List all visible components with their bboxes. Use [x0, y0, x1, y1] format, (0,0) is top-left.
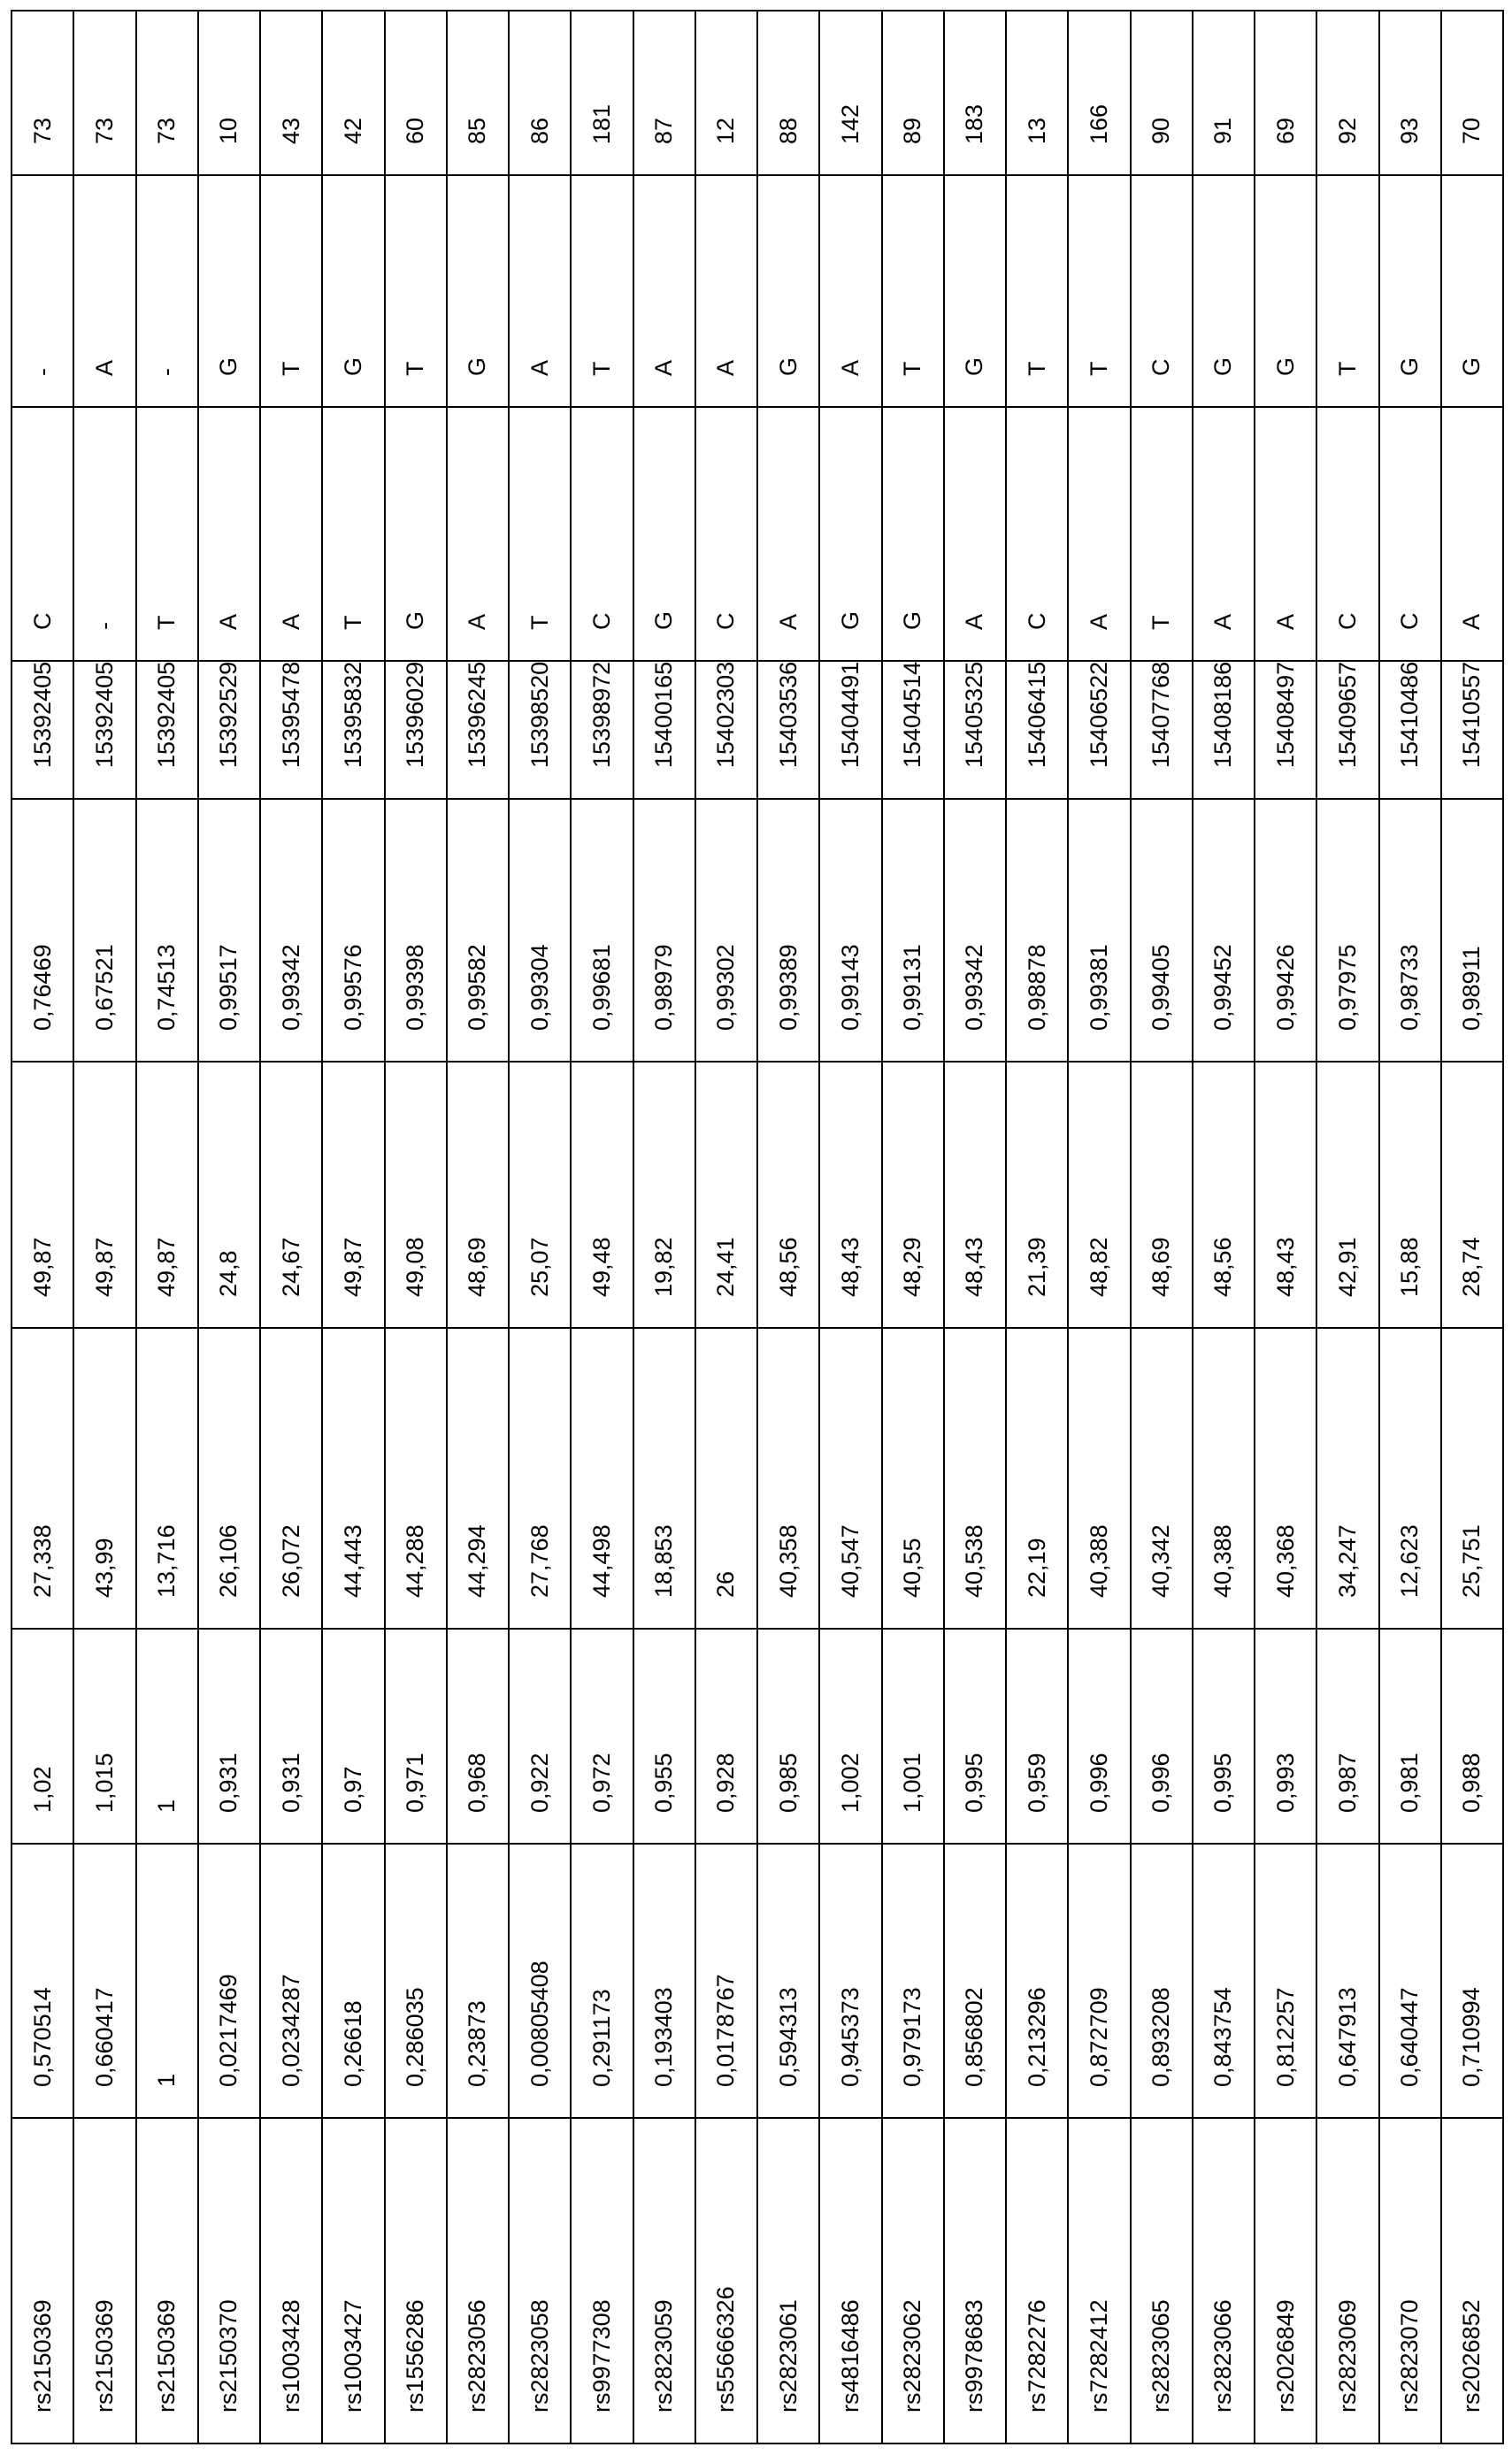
value-5-cell: 0,67521 [73, 799, 135, 1062]
allele-2-cell: T [1068, 175, 1130, 407]
allele-2-cell: T [260, 175, 322, 407]
value-3-cell: 40,547 [819, 1328, 881, 1629]
value-2-cell: 0,971 [385, 1629, 447, 1844]
table-row [819, 11, 881, 2443]
table-row [695, 11, 757, 2443]
count-cell: 89 [882, 11, 944, 175]
allele-1-cell: A [447, 407, 509, 661]
snp-id-cell: rs55666326 [695, 2118, 757, 2443]
count-cell: 13 [1006, 11, 1068, 175]
allele-2-cell: G [1193, 175, 1255, 407]
value-3-cell: 40,55 [882, 1328, 944, 1629]
allele-1-cell: A [944, 407, 1006, 661]
table-row [447, 11, 509, 2443]
snp-id-cell: rs2823056 [447, 2118, 509, 2443]
value-3-cell: 12,623 [1379, 1328, 1441, 1629]
count-cell: 183 [944, 11, 1006, 175]
value-5-cell: 0,99582 [447, 799, 509, 1062]
value-2-cell: 0,959 [1006, 1629, 1068, 1844]
value-4-cell: 24,67 [260, 1062, 322, 1328]
value-5-cell: 0,98911 [1441, 799, 1503, 1062]
allele-1-cell: C [571, 407, 633, 661]
value-1-cell: 0,856802 [944, 1844, 1006, 2118]
table-row [1131, 11, 1193, 2443]
position-cell: 15406522 [1068, 661, 1130, 799]
snp-id-cell: rs2823062 [882, 2118, 944, 2443]
value-5-cell: 0,99143 [819, 799, 881, 1062]
allele-1-cell: A [757, 407, 819, 661]
allele-1-cell: A [1441, 407, 1503, 661]
value-1-cell: 0,193403 [633, 1844, 695, 2118]
value-5-cell: 0,76469 [12, 799, 73, 1062]
value-1-cell: 0,647913 [1316, 1844, 1378, 2118]
allele-1-cell: G [633, 407, 695, 661]
count-cell: 90 [1131, 11, 1193, 175]
value-4-cell: 49,87 [73, 1062, 135, 1328]
value-1-cell: 0,710994 [1441, 1844, 1503, 2118]
count-cell: 10 [198, 11, 260, 175]
snp-id-cell: rs4816486 [819, 2118, 881, 2443]
value-1-cell: 0,872709 [1068, 1844, 1130, 2118]
allele-2-cell: T [1316, 175, 1378, 407]
table-row [1379, 11, 1441, 2443]
value-1-cell: 0,893208 [1131, 1844, 1193, 2118]
position-cell: 15405325 [944, 661, 1006, 799]
count-cell: 73 [12, 11, 73, 175]
value-2-cell: 0,955 [633, 1629, 695, 1844]
value-5-cell: 0,97975 [1316, 799, 1378, 1062]
value-4-cell: 48,56 [1193, 1062, 1255, 1328]
value-3-cell: 40,388 [1193, 1328, 1255, 1629]
count-cell: 73 [73, 11, 135, 175]
value-2-cell: 0,996 [1068, 1629, 1130, 1844]
table-row [1441, 11, 1503, 2443]
snp-id-cell: rs1003427 [322, 2118, 384, 2443]
allele-2-cell: - [136, 175, 198, 407]
count-cell: 142 [819, 11, 881, 175]
allele-1-cell: G [819, 407, 881, 661]
value-5-cell: 0,99576 [322, 799, 384, 1062]
value-3-cell: 43,99 [73, 1328, 135, 1629]
allele-1-cell: G [882, 407, 944, 661]
value-4-cell: 48,82 [1068, 1062, 1130, 1328]
allele-1-cell: C [1316, 407, 1378, 661]
count-cell: 60 [385, 11, 447, 175]
count-cell: 12 [695, 11, 757, 175]
value-1-cell: 0,0178767 [695, 1844, 757, 2118]
allele-2-cell: G [757, 175, 819, 407]
position-cell: 15409657 [1316, 661, 1378, 799]
value-3-cell: 40,342 [1131, 1328, 1193, 1629]
position-cell: 15408497 [1255, 661, 1316, 799]
position-cell: 15408186 [1193, 661, 1255, 799]
allele-1-cell: A [260, 407, 322, 661]
snp-id-cell: rs2823070 [1379, 2118, 1441, 2443]
value-1-cell: 0,660417 [73, 1844, 135, 2118]
table-row [944, 11, 1006, 2443]
value-1-cell: 0,843754 [1193, 1844, 1255, 2118]
allele-1-cell: T [136, 407, 198, 661]
count-cell: 92 [1316, 11, 1378, 175]
allele-2-cell: C [1131, 175, 1193, 407]
value-4-cell: 48,29 [882, 1062, 944, 1328]
count-cell: 181 [571, 11, 633, 175]
value-4-cell: 42,91 [1316, 1062, 1378, 1328]
position-cell: 15404491 [819, 661, 881, 799]
allele-2-cell: G [198, 175, 260, 407]
position-cell: 15392405 [12, 661, 73, 799]
count-cell: 70 [1441, 11, 1503, 175]
allele-1-cell: T [322, 407, 384, 661]
snp-id-cell: rs2150369 [12, 2118, 73, 2443]
value-4-cell: 49,48 [571, 1062, 633, 1328]
value-4-cell: 49,87 [12, 1062, 73, 1328]
snp-id-cell: rs2823065 [1131, 2118, 1193, 2443]
table-row [757, 11, 819, 2443]
position-cell: 15392405 [73, 661, 135, 799]
snp-id-cell: rs9978683 [944, 2118, 1006, 2443]
position-cell: 15410486 [1379, 661, 1441, 799]
snp-id-cell: rs2823066 [1193, 2118, 1255, 2443]
value-4-cell: 48,43 [944, 1062, 1006, 1328]
value-1-cell: 0,945373 [819, 1844, 881, 2118]
value-4-cell: 49,87 [136, 1062, 198, 1328]
value-3-cell: 27,768 [509, 1328, 571, 1629]
value-3-cell: 40,388 [1068, 1328, 1130, 1629]
value-5-cell: 0,99426 [1255, 799, 1316, 1062]
value-5-cell: 0,99342 [260, 799, 322, 1062]
allele-2-cell: T [385, 175, 447, 407]
value-2-cell: 0,922 [509, 1629, 571, 1844]
snp-id-cell: rs2823069 [1316, 2118, 1378, 2443]
count-cell: 85 [447, 11, 509, 175]
value-3-cell: 25,751 [1441, 1328, 1503, 1629]
allele-2-cell: A [509, 175, 571, 407]
value-2-cell: 0,995 [944, 1629, 1006, 1844]
allele-1-cell: C [1006, 407, 1068, 661]
position-cell: 15406415 [1006, 661, 1068, 799]
table-row [1316, 11, 1378, 2443]
allele-1-cell: G [385, 407, 447, 661]
snp-id-cell: rs9977308 [571, 2118, 633, 2443]
allele-1-cell: A [1193, 407, 1255, 661]
value-3-cell: 34,247 [1316, 1328, 1378, 1629]
allele-1-cell: C [12, 407, 73, 661]
value-4-cell: 48,69 [1131, 1062, 1193, 1328]
table-row [385, 11, 447, 2443]
value-4-cell: 21,39 [1006, 1062, 1068, 1328]
value-2-cell: 1,002 [819, 1629, 881, 1844]
allele-1-cell: - [73, 407, 135, 661]
allele-2-cell: G [1255, 175, 1316, 407]
snp-id-cell: rs1556286 [385, 2118, 447, 2443]
table-row [633, 11, 695, 2443]
value-2-cell: 0,996 [1131, 1629, 1193, 1844]
value-4-cell: 25,07 [509, 1062, 571, 1328]
value-2-cell: 0,968 [447, 1629, 509, 1844]
value-2-cell: 0,987 [1316, 1629, 1378, 1844]
allele-2-cell: A [695, 175, 757, 407]
allele-2-cell: G [1379, 175, 1441, 407]
count-cell: 91 [1193, 11, 1255, 175]
value-3-cell: 26,072 [260, 1328, 322, 1629]
allele-2-cell: A [819, 175, 881, 407]
value-4-cell: 48,56 [757, 1062, 819, 1328]
value-3-cell: 44,288 [385, 1328, 447, 1629]
table-row [509, 11, 571, 2443]
allele-2-cell: G [1441, 175, 1503, 407]
value-4-cell: 48,43 [1255, 1062, 1316, 1328]
value-3-cell: 27,338 [12, 1328, 73, 1629]
value-1-cell: 0,291173 [571, 1844, 633, 2118]
value-3-cell: 44,443 [322, 1328, 384, 1629]
value-2-cell: 0,993 [1255, 1629, 1316, 1844]
table-body [12, 11, 1503, 2443]
position-cell: 15410557 [1441, 661, 1503, 799]
value-5-cell: 0,99405 [1131, 799, 1193, 1062]
allele-2-cell: G [322, 175, 384, 407]
position-cell: 15398972 [571, 661, 633, 799]
value-4-cell: 49,87 [322, 1062, 384, 1328]
value-1-cell: 0,570514 [12, 1844, 73, 2118]
position-cell: 15404514 [882, 661, 944, 799]
snp-id-cell: rs7282412 [1068, 2118, 1130, 2443]
snp-id-cell: rs2150369 [136, 2118, 198, 2443]
value-5-cell: 0,99681 [571, 799, 633, 1062]
value-2-cell: 0,972 [571, 1629, 633, 1844]
value-2-cell: 0,931 [260, 1629, 322, 1844]
position-cell: 15392405 [136, 661, 198, 799]
value-2-cell: 0,988 [1441, 1629, 1503, 1844]
value-5-cell: 0,99381 [1068, 799, 1130, 1062]
snp-data-table [11, 10, 1504, 2444]
value-3-cell: 18,853 [633, 1328, 695, 1629]
allele-1-cell: A [1255, 407, 1316, 661]
value-5-cell: 0,99302 [695, 799, 757, 1062]
count-cell: 93 [1379, 11, 1441, 175]
allele-2-cell: A [73, 175, 135, 407]
value-3-cell: 44,498 [571, 1328, 633, 1629]
table-row [1255, 11, 1316, 2443]
value-3-cell: 44,294 [447, 1328, 509, 1629]
value-3-cell: 13,716 [136, 1328, 198, 1629]
table-row [322, 11, 384, 2443]
value-5-cell: 0,99304 [509, 799, 571, 1062]
allele-1-cell: T [509, 407, 571, 661]
value-4-cell: 19,82 [633, 1062, 695, 1328]
value-3-cell: 26 [695, 1328, 757, 1629]
value-4-cell: 49,08 [385, 1062, 447, 1328]
table-row [571, 11, 633, 2443]
count-cell: 69 [1255, 11, 1316, 175]
allele-2-cell: A [633, 175, 695, 407]
snp-id-cell: rs1003428 [260, 2118, 322, 2443]
value-5-cell: 0,98733 [1379, 799, 1441, 1062]
value-1-cell: 0,0234287 [260, 1844, 322, 2118]
position-cell: 15392529 [198, 661, 260, 799]
snp-id-cell: rs2823061 [757, 2118, 819, 2443]
value-2-cell: 1,02 [12, 1629, 73, 1844]
value-5-cell: 0,74513 [136, 799, 198, 1062]
snp-id-cell: rs2150370 [198, 2118, 260, 2443]
value-1-cell: 0,23873 [447, 1844, 509, 2118]
value-3-cell: 40,538 [944, 1328, 1006, 1629]
position-cell: 15400165 [633, 661, 695, 799]
value-1-cell: 0,812257 [1255, 1844, 1316, 2118]
value-4-cell: 15,88 [1379, 1062, 1441, 1328]
allele-2-cell: T [882, 175, 944, 407]
count-cell: 86 [509, 11, 571, 175]
count-cell: 88 [757, 11, 819, 175]
value-4-cell: 24,8 [198, 1062, 260, 1328]
allele-2-cell: T [1006, 175, 1068, 407]
position-cell: 15396245 [447, 661, 509, 799]
value-2-cell: 1 [136, 1629, 198, 1844]
snp-id-cell: rs2026852 [1441, 2118, 1503, 2443]
value-1-cell: 0,640447 [1379, 1844, 1441, 2118]
count-cell: 73 [136, 11, 198, 175]
value-3-cell: 40,368 [1255, 1328, 1316, 1629]
snp-id-cell: rs2026849 [1255, 2118, 1316, 2443]
value-2-cell: 1,015 [73, 1629, 135, 1844]
value-5-cell: 0,99517 [198, 799, 260, 1062]
value-5-cell: 0,98979 [633, 799, 695, 1062]
value-1-cell: 1 [136, 1844, 198, 2118]
value-5-cell: 0,99389 [757, 799, 819, 1062]
value-1-cell: 0,286035 [385, 1844, 447, 2118]
allele-1-cell: A [1068, 407, 1130, 661]
position-cell: 15403536 [757, 661, 819, 799]
allele-2-cell: G [447, 175, 509, 407]
position-cell: 15395832 [322, 661, 384, 799]
value-3-cell: 40,358 [757, 1328, 819, 1629]
position-cell: 15396029 [385, 661, 447, 799]
value-2-cell: 0,995 [1193, 1629, 1255, 1844]
table-row [1006, 11, 1068, 2443]
snp-id-cell: rs2823059 [633, 2118, 695, 2443]
value-2-cell: 1,001 [882, 1629, 944, 1844]
count-cell: 166 [1068, 11, 1130, 175]
position-cell: 15395478 [260, 661, 322, 799]
table-row [12, 11, 73, 2443]
snp-id-cell: rs2150369 [73, 2118, 135, 2443]
value-2-cell: 0,931 [198, 1629, 260, 1844]
value-2-cell: 0,928 [695, 1629, 757, 1844]
value-5-cell: 0,99342 [944, 799, 1006, 1062]
value-1-cell: 0,594313 [757, 1844, 819, 2118]
value-4-cell: 48,69 [447, 1062, 509, 1328]
table-row [260, 11, 322, 2443]
table-row [198, 11, 260, 2443]
value-4-cell: 24,41 [695, 1062, 757, 1328]
value-5-cell: 0,99452 [1193, 799, 1255, 1062]
snp-id-cell: rs2823058 [509, 2118, 571, 2443]
rotated-table-container [11, 12, 1504, 2444]
table-row [882, 11, 944, 2443]
value-4-cell: 48,43 [819, 1062, 881, 1328]
position-cell: 15398520 [509, 661, 571, 799]
value-2-cell: 0,97 [322, 1629, 384, 1844]
value-3-cell: 26,106 [198, 1328, 260, 1629]
table-row [1068, 11, 1130, 2443]
value-1-cell: 0,00805408 [509, 1844, 571, 2118]
table-row [136, 11, 198, 2443]
value-5-cell: 0,98878 [1006, 799, 1068, 1062]
count-cell: 42 [322, 11, 384, 175]
value-2-cell: 0,981 [1379, 1629, 1441, 1844]
allele-1-cell: A [198, 407, 260, 661]
count-cell: 87 [633, 11, 695, 175]
value-4-cell: 28,74 [1441, 1062, 1503, 1328]
value-5-cell: 0,99131 [882, 799, 944, 1062]
table-row [1193, 11, 1255, 2443]
allele-1-cell: T [1131, 407, 1193, 661]
allele-1-cell: C [1379, 407, 1441, 661]
position-cell: 15402303 [695, 661, 757, 799]
value-3-cell: 22,19 [1006, 1328, 1068, 1629]
position-cell: 15407768 [1131, 661, 1193, 799]
value-1-cell: 0,979173 [882, 1844, 944, 2118]
value-5-cell: 0,99398 [385, 799, 447, 1062]
allele-1-cell: C [695, 407, 757, 661]
value-2-cell: 0,985 [757, 1629, 819, 1844]
allele-2-cell: - [12, 175, 73, 407]
value-1-cell: 0,213296 [1006, 1844, 1068, 2118]
value-1-cell: 0,26618 [322, 1844, 384, 2118]
snp-id-cell: rs7282276 [1006, 2118, 1068, 2443]
allele-2-cell: G [944, 175, 1006, 407]
count-cell: 43 [260, 11, 322, 175]
value-1-cell: 0,0217469 [198, 1844, 260, 2118]
table-row [73, 11, 135, 2443]
allele-2-cell: T [571, 175, 633, 407]
